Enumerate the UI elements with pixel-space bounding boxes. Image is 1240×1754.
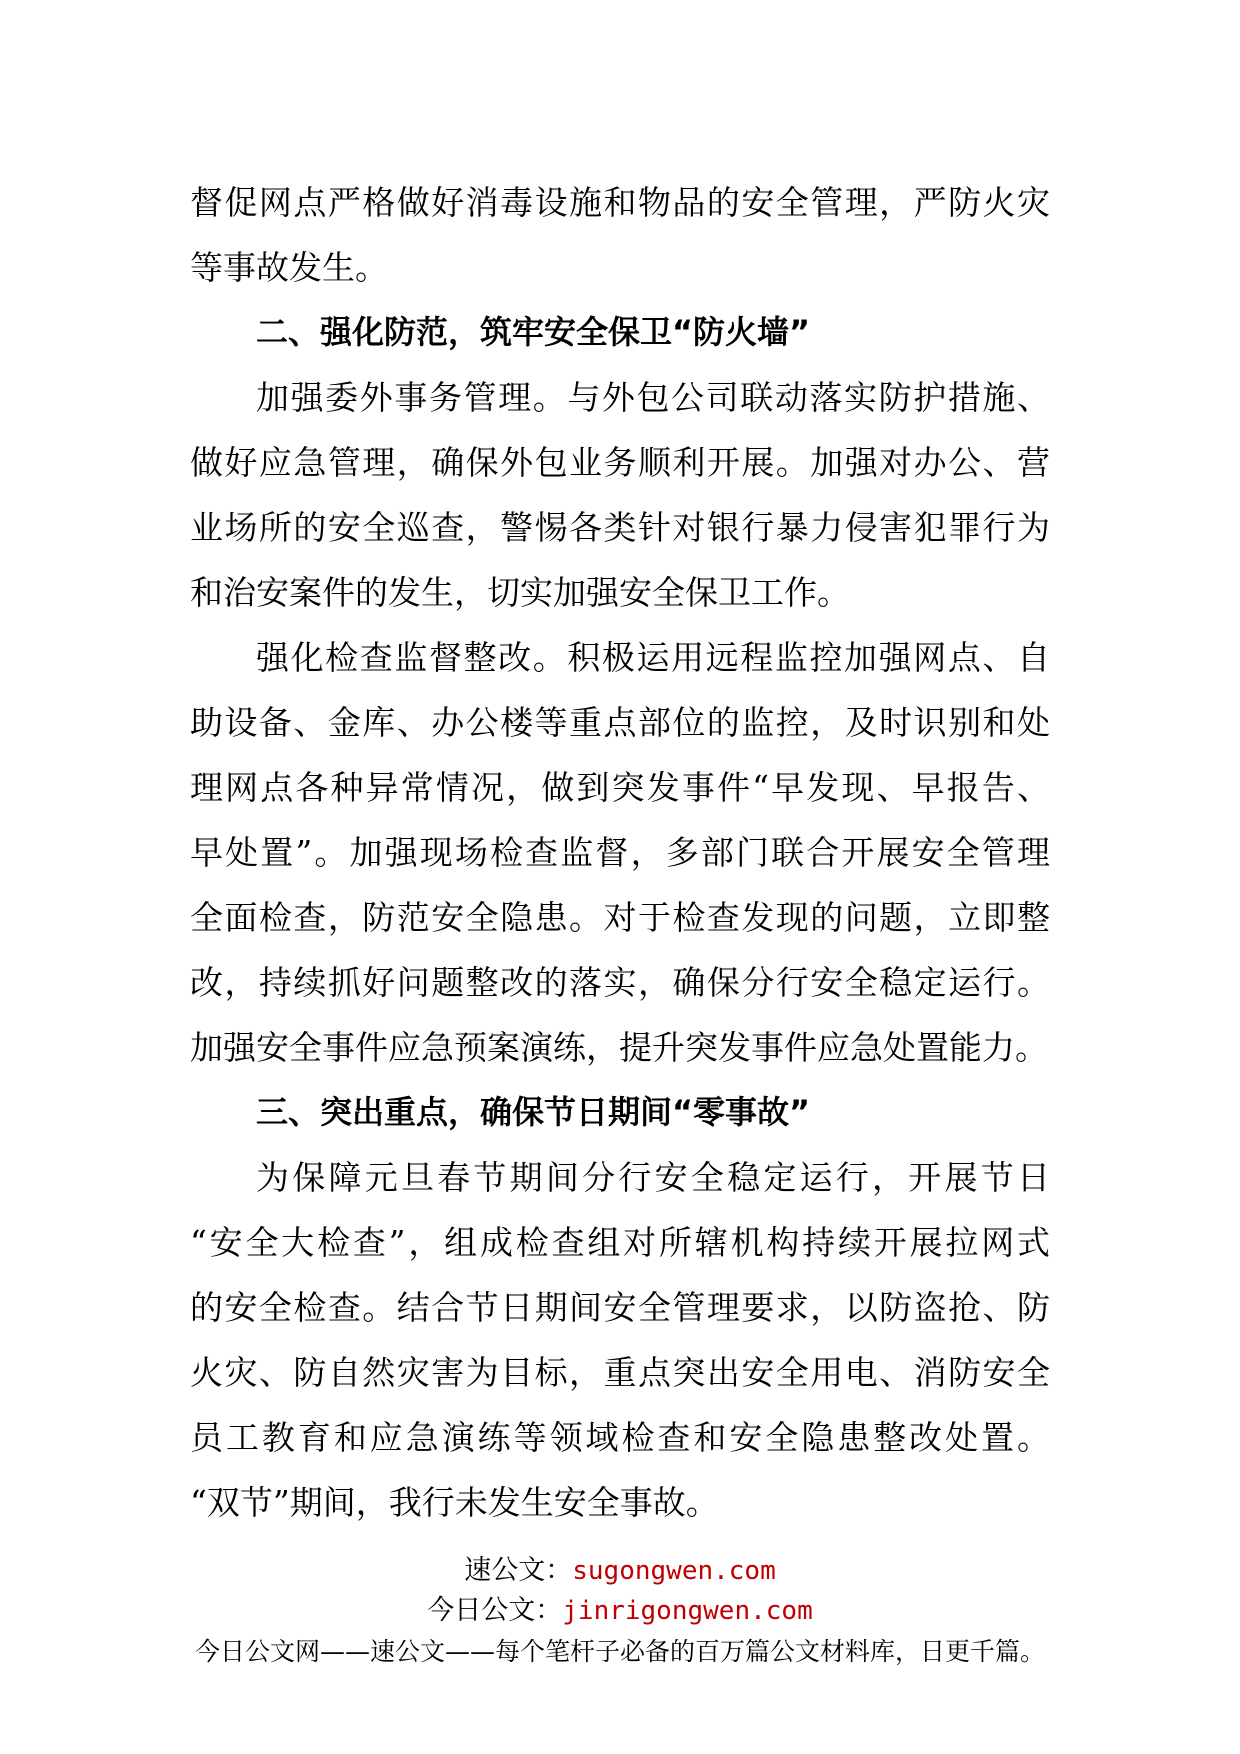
document-body xyxy=(190,170,1050,1535)
text-line: “双节”期间，我行未发生安全事故。 xyxy=(190,1483,719,1522)
text-line: 全面检查，防范安全隐患。对于检查发现的问题，立即整 xyxy=(190,898,1050,937)
text-line: 加强委外事务管理。与外包公司联动落实防护措施、 xyxy=(256,378,1050,417)
text-line: 强化检查监督整改。积极运用远程监控加强网点、自 xyxy=(256,638,1050,677)
text-line: 加强安全事件应急预案演练，提升突发事件应急处置能力。 xyxy=(190,1028,1048,1067)
footer-tagline: 今日公文网——速公文——每个笔杆子必备的百万篇公文材料库，日更千篇。 xyxy=(194,1637,1045,1666)
footer-line-sugongwen xyxy=(0,1548,1240,1587)
text-line: 的安全检查。结合节日期间安全管理要求，以防盗抢、防 xyxy=(190,1288,1050,1327)
section-heading-2: 二、强化防范，筑牢安全保卫“防火墙” xyxy=(256,313,811,351)
text-line: 早处置”。加强现场检查监督，多部门联合开展安全管理 xyxy=(190,833,1050,872)
footer-line-jinrigongwen xyxy=(0,1588,1240,1627)
text-line: 督促网点严格做好消毒设施和物品的安全管理，严防火灾 xyxy=(190,183,1050,222)
footer-link-jinrigongwen[interactable]: jinrigongwen.com xyxy=(562,1596,813,1626)
section-heading-3: 三、突出重点，确保节日期间“零事故” xyxy=(256,1093,811,1131)
footer-label: 今日公文： xyxy=(427,1595,563,1626)
text-line: 和治安案件的发生，切实加强安全保卫工作。 xyxy=(190,573,850,612)
footer-label: 速公文： xyxy=(464,1555,573,1586)
text-line: 理网点各种异常情况，做到突发事件“早发现、早报告、 xyxy=(190,768,1050,807)
text-line: 火灾、防自然灾害为目标，重点突出安全用电、消防安全 xyxy=(190,1353,1050,1392)
text-line: 助设备、金库、办公楼等重点部位的监控，及时识别和处 xyxy=(190,703,1050,742)
text-line: 为保障元旦春节期间分行安全稳定运行，开展节日 xyxy=(256,1158,1050,1197)
text-line: 业场所的安全巡查，警惕各类针对银行暴力侵害犯罪行为 xyxy=(190,508,1050,547)
text-line: “安全大检查”，组成检查组对所辖机构持续开展拉网式 xyxy=(190,1223,1050,1262)
text-line: 做好应急管理，确保外包业务顺利开展。加强对办公、营 xyxy=(190,443,1050,482)
text-line: 改，持续抓好问题整改的落实，确保分行安全稳定运行。 xyxy=(190,963,1050,1002)
text-line: 等事故发生。 xyxy=(190,248,388,287)
text-line: 员工教育和应急演练等领域检查和安全隐患整改处置。 xyxy=(190,1418,1050,1457)
footer-link-sugongwen[interactable]: sugongwen.com xyxy=(572,1556,776,1586)
